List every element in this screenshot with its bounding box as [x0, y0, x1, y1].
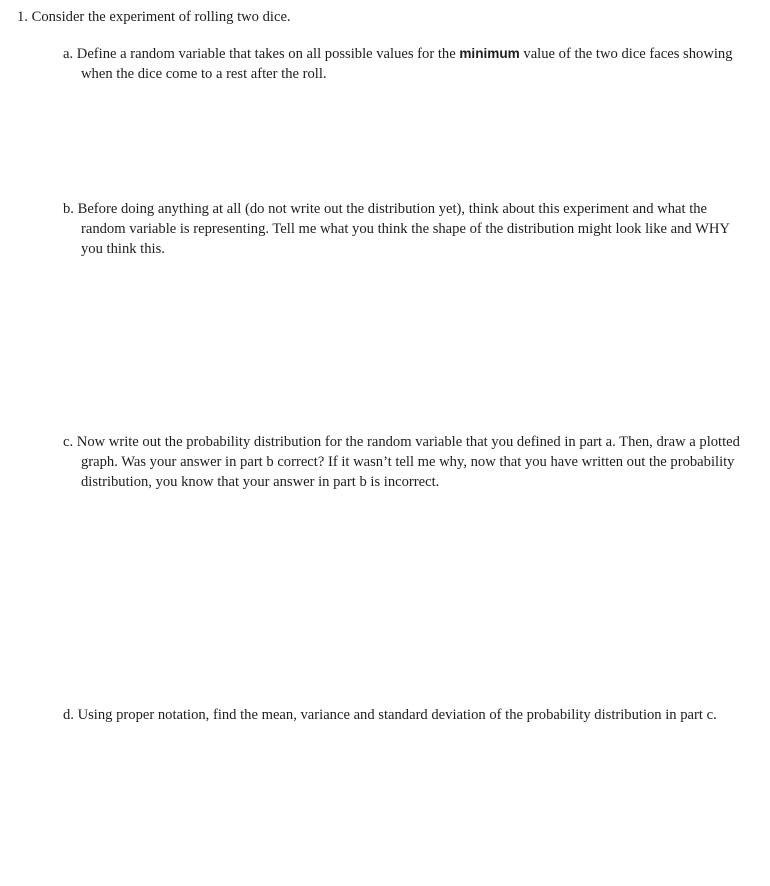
- question-heading: 1. Consider the experiment of rolling two dice.: [17, 9, 291, 25]
- part-a-emphasis: minimum: [459, 46, 520, 61]
- part-b-prompt: b. Before doing anything at all (do not write out the distribution yet), think about this experiment and what the random variable is representing. Tell me what you think the shape of the distribution might look like and WHY you think this.: [63, 201, 730, 257]
- part-a-text-before: a. Define a random variable that takes on all possible values for the: [63, 46, 460, 62]
- part-a-text-after: value of the two dice faces showing when the dice come to a rest after the roll.: [81, 46, 733, 82]
- part-d-prompt: d. Using proper notation, find the mean, variance and standard deviation of the probability distribution in part c.: [63, 707, 717, 723]
- part-a-prompt: [63, 44, 753, 84]
- part-c-prompt: c. Now write out the probability distribution for the random variable that you defined in part a. Then, draw a plotted graph. Was your answer in part b correct? If it wasn’t tell me why, now that you have written out the probability distribution, you know that your answer in part b is incorrect.: [63, 434, 740, 490]
